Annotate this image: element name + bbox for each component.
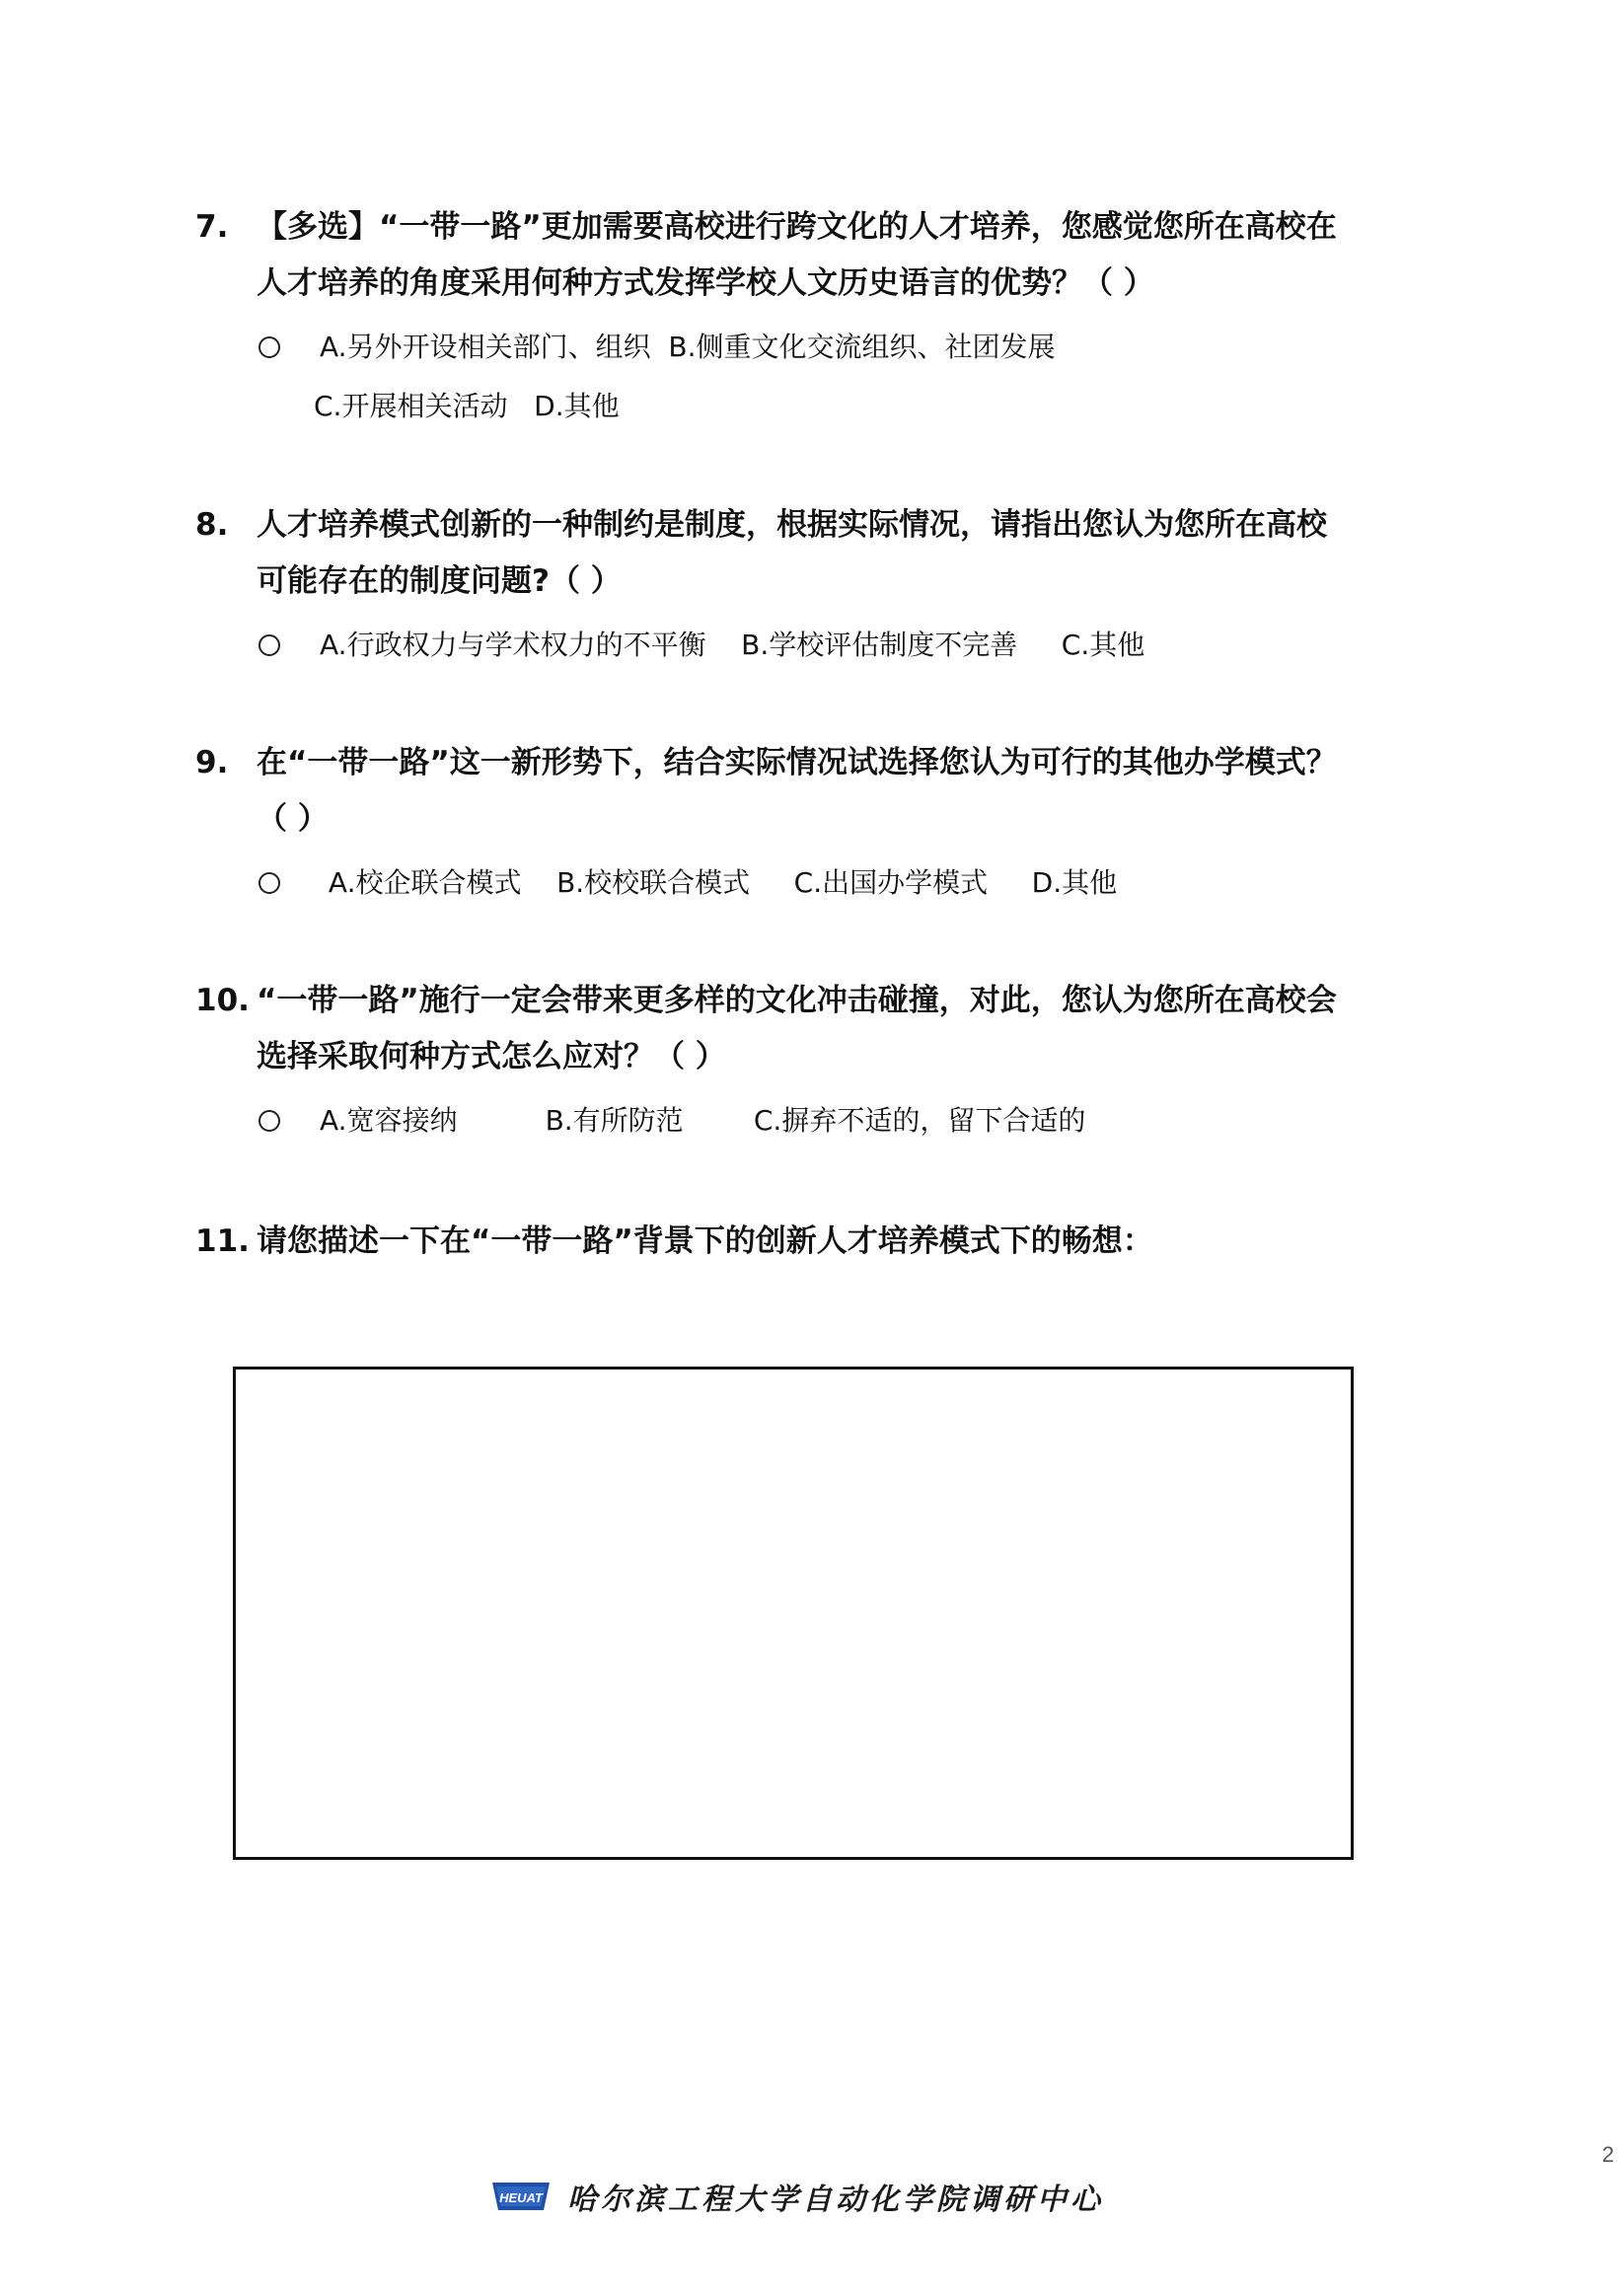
question-10-line2 xyxy=(195,1029,1478,1085)
question-text: 在“一带一路”这一新形势下，结合实际情况试选择您认为可行的其他办学模式？ xyxy=(257,745,1337,780)
radio-circle-icon[interactable] xyxy=(258,634,280,656)
logo-text: HEUAT xyxy=(499,2190,543,2205)
question-number: 9. xyxy=(195,745,229,780)
university-logo-icon xyxy=(488,2179,554,2214)
radio-circle-icon[interactable] xyxy=(258,872,280,894)
radio-circle-icon[interactable] xyxy=(258,336,280,358)
question-7 xyxy=(195,199,1439,436)
question-text-cont: 可能存在的制度问题?（ ） xyxy=(257,563,622,599)
question-8-line2 xyxy=(195,554,1439,610)
question-number: 8. xyxy=(195,507,229,543)
question-8 xyxy=(195,497,1439,675)
question-text-cont: 人才培养的角度采用何种方式发挥学校人文历史语言的优势？（ ） xyxy=(257,265,1154,301)
question-7-options[interactable] xyxy=(195,318,1439,377)
options-text: A.宽容接纳 B.有所防范 C.摒弃不适的，留下合适的 xyxy=(320,1104,1086,1137)
question-number: 7. xyxy=(195,209,229,245)
question-text: “一带一路”施行一定会带来更多样的文化冲击碰撞，对此，您认为您所在高校会 xyxy=(257,983,1337,1018)
question-11-line1 xyxy=(195,1214,1439,1270)
footer xyxy=(488,2175,1104,2218)
question-10-options[interactable] xyxy=(195,1091,1478,1150)
question-number: 10. xyxy=(195,983,250,1018)
options-text: A.另外开设相关部门、组织 B.侧重文化交流组织、社团发展 xyxy=(320,331,1056,363)
question-9 xyxy=(195,735,1439,913)
question-7-options-cont xyxy=(195,377,1439,436)
question-text: 【多选】“一带一路”更加需要高校进行跨文化的人才培养，您感觉您所在高校在 xyxy=(257,209,1337,245)
answer-textbox[interactable] xyxy=(233,1367,1354,1860)
footer-org-name: 哈尔滨工程大学自动化学院调研中心 xyxy=(567,2183,1104,2217)
question-text-cont: 选择采取何种方式怎么应对？（ ） xyxy=(257,1039,726,1074)
question-9-line1 xyxy=(195,735,1439,791)
question-text: 人才培养模式创新的一种制约是制度，根据实际情况，请指出您认为您所在高校 xyxy=(257,507,1327,543)
question-text-cont: （ ） xyxy=(257,801,329,837)
question-8-line1 xyxy=(195,497,1439,554)
question-10 xyxy=(195,973,1478,1150)
question-8-options[interactable] xyxy=(195,616,1439,675)
question-7-line1 xyxy=(195,199,1439,256)
radio-circle-icon[interactable] xyxy=(258,1110,280,1132)
question-text: 请您描述一下在“一带一路”背景下的创新人才培养模式下的畅想： xyxy=(257,1223,1153,1259)
question-11 xyxy=(195,1214,1439,1270)
question-7-line2 xyxy=(195,256,1439,312)
question-9-options[interactable] xyxy=(195,853,1439,913)
page-number: 2 xyxy=(1601,2142,1614,2167)
question-number: 11. xyxy=(195,1223,250,1259)
question-10-line1 xyxy=(195,973,1478,1029)
question-9-line2 xyxy=(195,791,1439,848)
options-text: A.校企联合模式 B.校校联合模式 C.出国办学模式 D.其他 xyxy=(320,866,1118,899)
options-text-cont: C.开展相关活动 D.其他 xyxy=(314,390,620,422)
options-text: A.行政权力与学术权力的不平衡 B.学校评估制度不完善 C.其他 xyxy=(320,629,1145,661)
